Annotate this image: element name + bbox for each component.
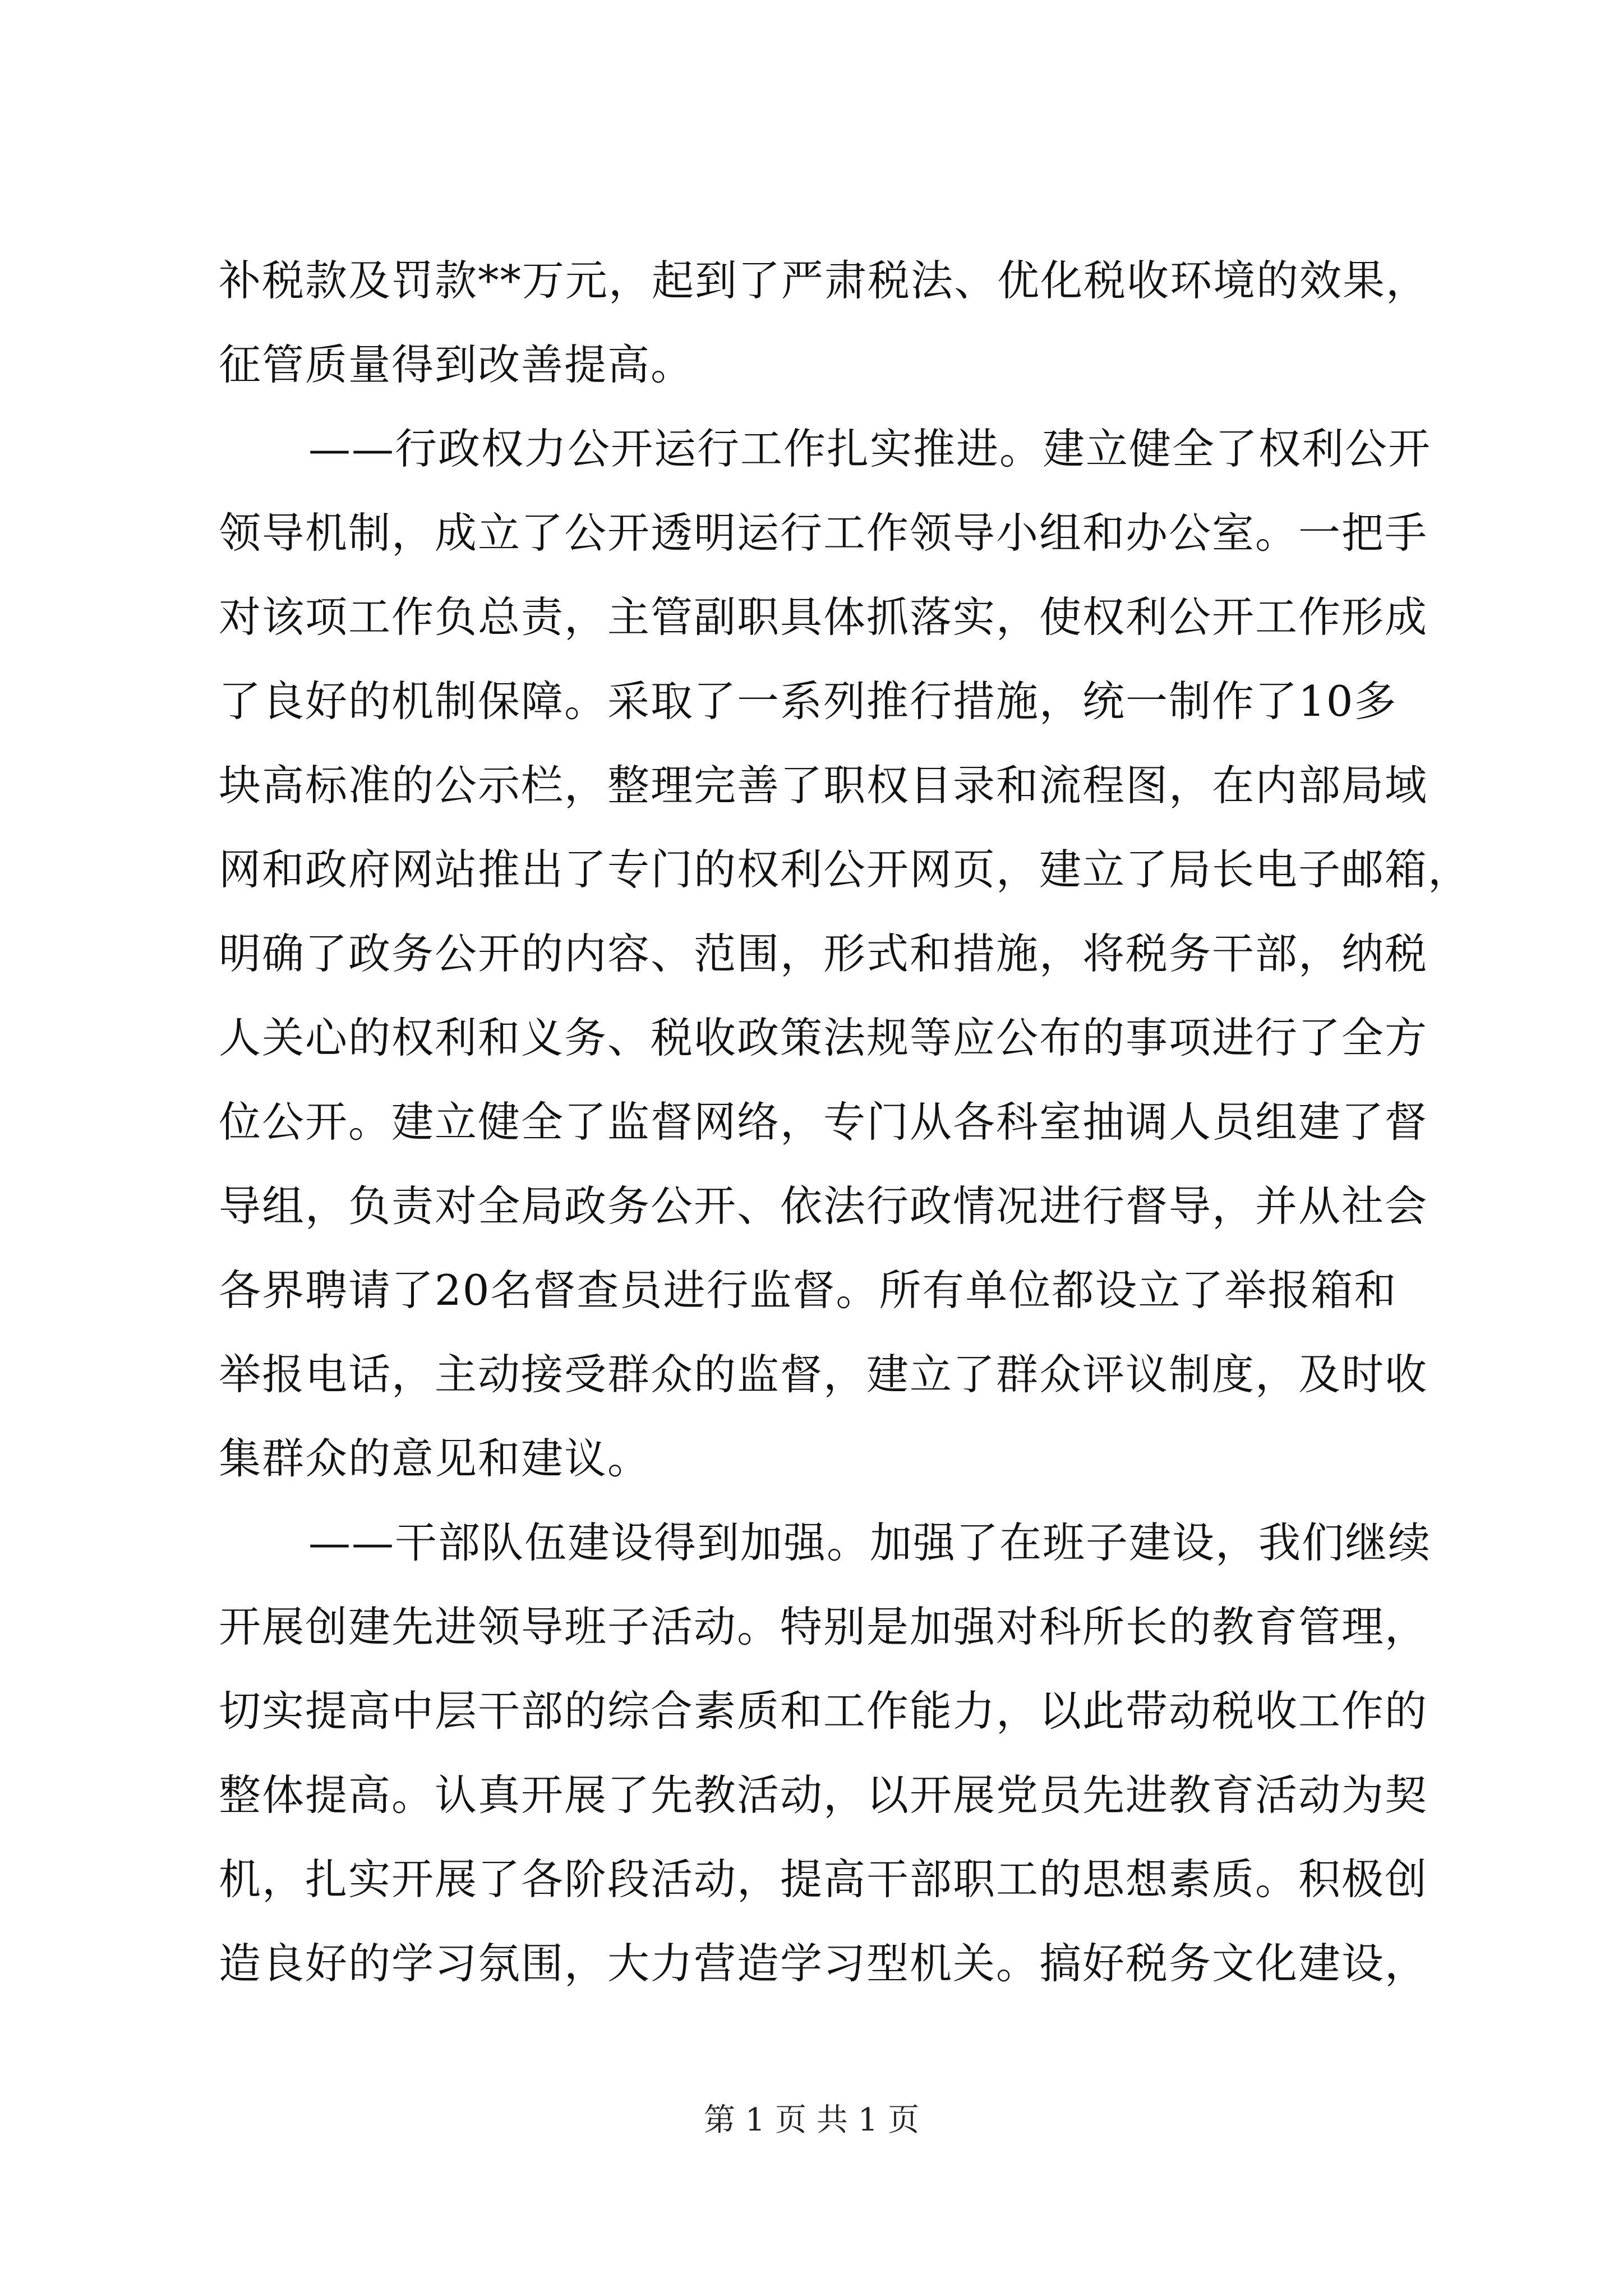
text-line: 对该项工作负总责，主管副职具体抓落实，使权利公开工作形成 bbox=[219, 592, 1428, 642]
text-line: 导组，负责对全局政务公开、依法行政情况进行督导，并从社会 bbox=[219, 1181, 1428, 1231]
text-line: 块高标准的公示栏，整理完善了职权目录和流程图，在内部局域 bbox=[219, 761, 1428, 810]
text-line: 位公开。建立健全了监督网络，专门从各科室抽调人员组建了督 bbox=[219, 1097, 1428, 1147]
text-line: 开展创建先进领导班子活动。特别是加强对科所长的教育管理， bbox=[219, 1602, 1428, 1651]
text-line: 机，扎实开展了各阶段活动，提高干部职工的思想素质。积极创 bbox=[219, 1855, 1428, 1904]
text-line: 举报电话，主动接受群众的监督，建立了群众评议制度，及时收 bbox=[219, 1350, 1428, 1399]
text-line: 明确了政务公开的内容、范围，形式和措施，将税务干部，纳税 bbox=[219, 929, 1428, 978]
text-line: 切实提高中层干部的综合素质和工作能力，以此带动税收工作的 bbox=[219, 1686, 1428, 1736]
text-line: 网和政府网站推出了专门的权利公开网页，建立了局长电子邮箱， bbox=[219, 845, 1472, 894]
text-line: 集群众的意见和建议。 bbox=[219, 1434, 651, 1483]
paragraph-start-line: ——干部队伍建设得到加强。加强了在班子建设，我们继续 bbox=[308, 1518, 1432, 1567]
text-line: 整体提高。认真开展了先教活动，以开展党员先进教育活动为契 bbox=[219, 1770, 1428, 1820]
text-line: 征管质量得到改善提高。 bbox=[219, 340, 694, 389]
text-line: 各界聘请了20名督查员进行监督。所有单位都设立了举报箱和 bbox=[219, 1266, 1398, 1315]
page-number-footer: 第 1 页 共 1 页 bbox=[703, 2102, 920, 2138]
text-line: 了良好的机制保障。采取了一系列推行措施，统一制作了10多 bbox=[219, 677, 1398, 726]
paragraph-start-line: ——行政权力公开运行工作扎实推进。建立健全了权利公开 bbox=[308, 424, 1432, 473]
text-line: 人关心的权利和义务、税收政策法规等应公布的事项进行了全方 bbox=[219, 1013, 1428, 1062]
text-line: 补税款及罚款**万元，起到了严肃税法、优化税收环境的效果， bbox=[219, 256, 1430, 305]
text-line: 造良好的学习氛围，大力营造学习型机关。搞好税务文化建设， bbox=[219, 1939, 1428, 1988]
text-line: 领导机制，成立了公开透明运行工作领导小组和办公室。一把手 bbox=[219, 508, 1428, 558]
